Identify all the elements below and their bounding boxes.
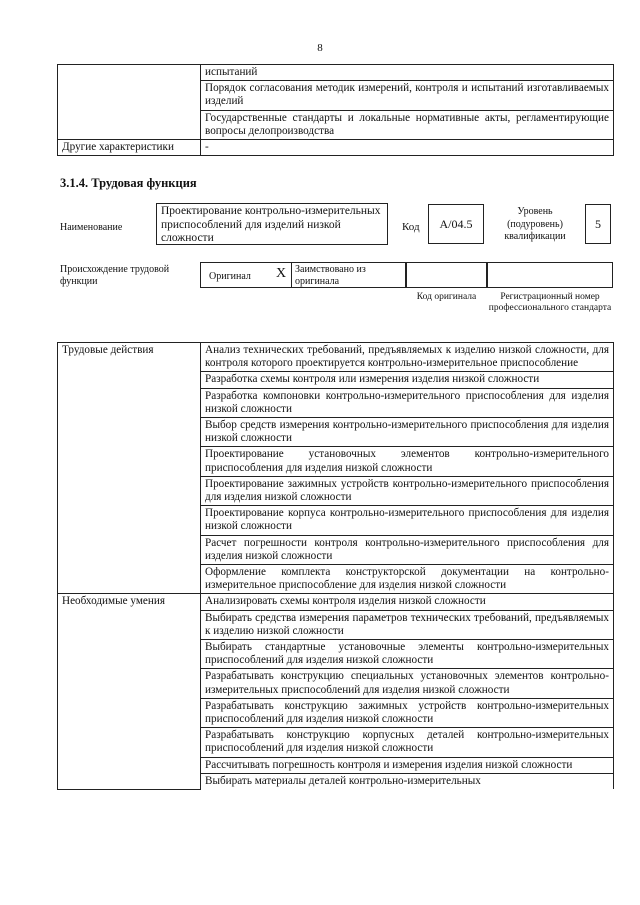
reg-number-box: [487, 262, 613, 288]
level-label: Уровень (подуровень) квалификации: [504, 206, 566, 242]
group-label-skills: Необходимые умения: [58, 594, 201, 789]
table-row: [58, 594, 614, 610]
table-cell: -: [201, 140, 614, 156]
function-code-box: А/04.5: [428, 204, 484, 244]
table-row: [58, 343, 614, 372]
table-cell-label: Другие характеристики: [58, 140, 201, 156]
list-item: Проектирование корпуса контрольно-измерительного приспособления для изделия низкой сложности: [201, 506, 614, 535]
characteristics-table: [57, 64, 614, 156]
section-title: 3.1.4. Трудовая функция: [60, 176, 197, 190]
table-cell: Порядок согласования методик измерений, контроля и испытаний изготавливаемых изделий: [201, 81, 614, 110]
list-item: Проектирование зажимных устройств контрольно-измерительного приспособления для изделия низкой сложности: [201, 476, 614, 505]
code-original-box: [406, 262, 487, 288]
divider: [291, 263, 292, 287]
table-row: [58, 65, 614, 81]
list-item: Рассчитывать погрешность контроля и измерения изделия низкой сложности: [201, 757, 614, 773]
function-name-box: Проектирование контрольно-измерительных приспособлений для изделий низкой сложности: [156, 203, 388, 245]
list-item: Выбирать средства измерения параметров технических требований, предъявляемых к изделию низкой сложности: [201, 610, 614, 639]
list-item: Оформление комплекта конструкторской документации на контрольно-измерительное приспособление для изделия низкой сложности: [201, 565, 614, 594]
table-cell: Государственные стандарты и локальные нормативные акты, регламентирующие вопросы делопроизводства: [201, 110, 614, 139]
table-row: [58, 140, 614, 156]
original-label: Оригинал: [209, 271, 251, 282]
list-item: Выбор средств измерения контрольно-измерительного приспособления для изделия низкой сложности: [201, 418, 614, 447]
origin-box: [200, 262, 406, 288]
list-item: Разработка компоновки контрольно-измерительного приспособления для изделия низкой сложности: [201, 388, 614, 417]
list-item: Анализ технических требований, предъявляемых к изделию низкой сложности, для контроля которого проектируется контрольно-измерительное приспособление: [201, 343, 614, 372]
origin-label: Происхождение трудовой функции: [60, 264, 170, 287]
list-item: Выбирать материалы деталей контрольно-измерительных: [201, 773, 614, 789]
code-label: Код: [402, 221, 420, 233]
list-item: Разрабатывать конструкцию зажимных устройств контрольно-измерительных приспособлений для изделия низкой сложности: [201, 698, 614, 727]
table-cell-label: [58, 65, 201, 140]
list-item: Разрабатывать конструкцию корпусных деталей контрольно-измерительных приспособлений для изделия низкой сложности: [201, 728, 614, 757]
original-mark: Х: [276, 266, 287, 281]
list-item: Выбирать стандартные установочные элементы контрольно-измерительных приспособлений для изделия низкой сложности: [201, 640, 614, 669]
list-item: Разрабатывать конструкцию специальных установочных элементов контрольно-измерительных приспособлений для изделия низкой сложности: [201, 669, 614, 698]
list-item: Анализировать схемы контроля изделия низкой сложности: [201, 594, 614, 610]
name-label: Наименование: [60, 222, 123, 233]
list-item: Разработка схемы контроля или измерения изделия низкой сложности: [201, 372, 614, 388]
table-cell: испытаний: [201, 65, 614, 81]
code-original-caption: Код оригинала: [416, 292, 477, 302]
list-item: Расчет погрешности контроля контрольно-измерительного приспособления для изделия низкой сложности: [201, 535, 614, 564]
list-item: Проектирование установочных элементов контрольно-измерительного приспособления для изделия низкой сложности: [201, 447, 614, 476]
reg-number-caption: Регистрационный номер профессионального стандарта: [488, 292, 612, 313]
page-number: 8: [317, 42, 323, 54]
function-table: [57, 342, 614, 790]
borrowed-label: Заимствовано из оригинала: [295, 264, 366, 287]
level-box: 5: [585, 204, 611, 244]
group-label-actions: Трудовые действия: [58, 343, 201, 594]
